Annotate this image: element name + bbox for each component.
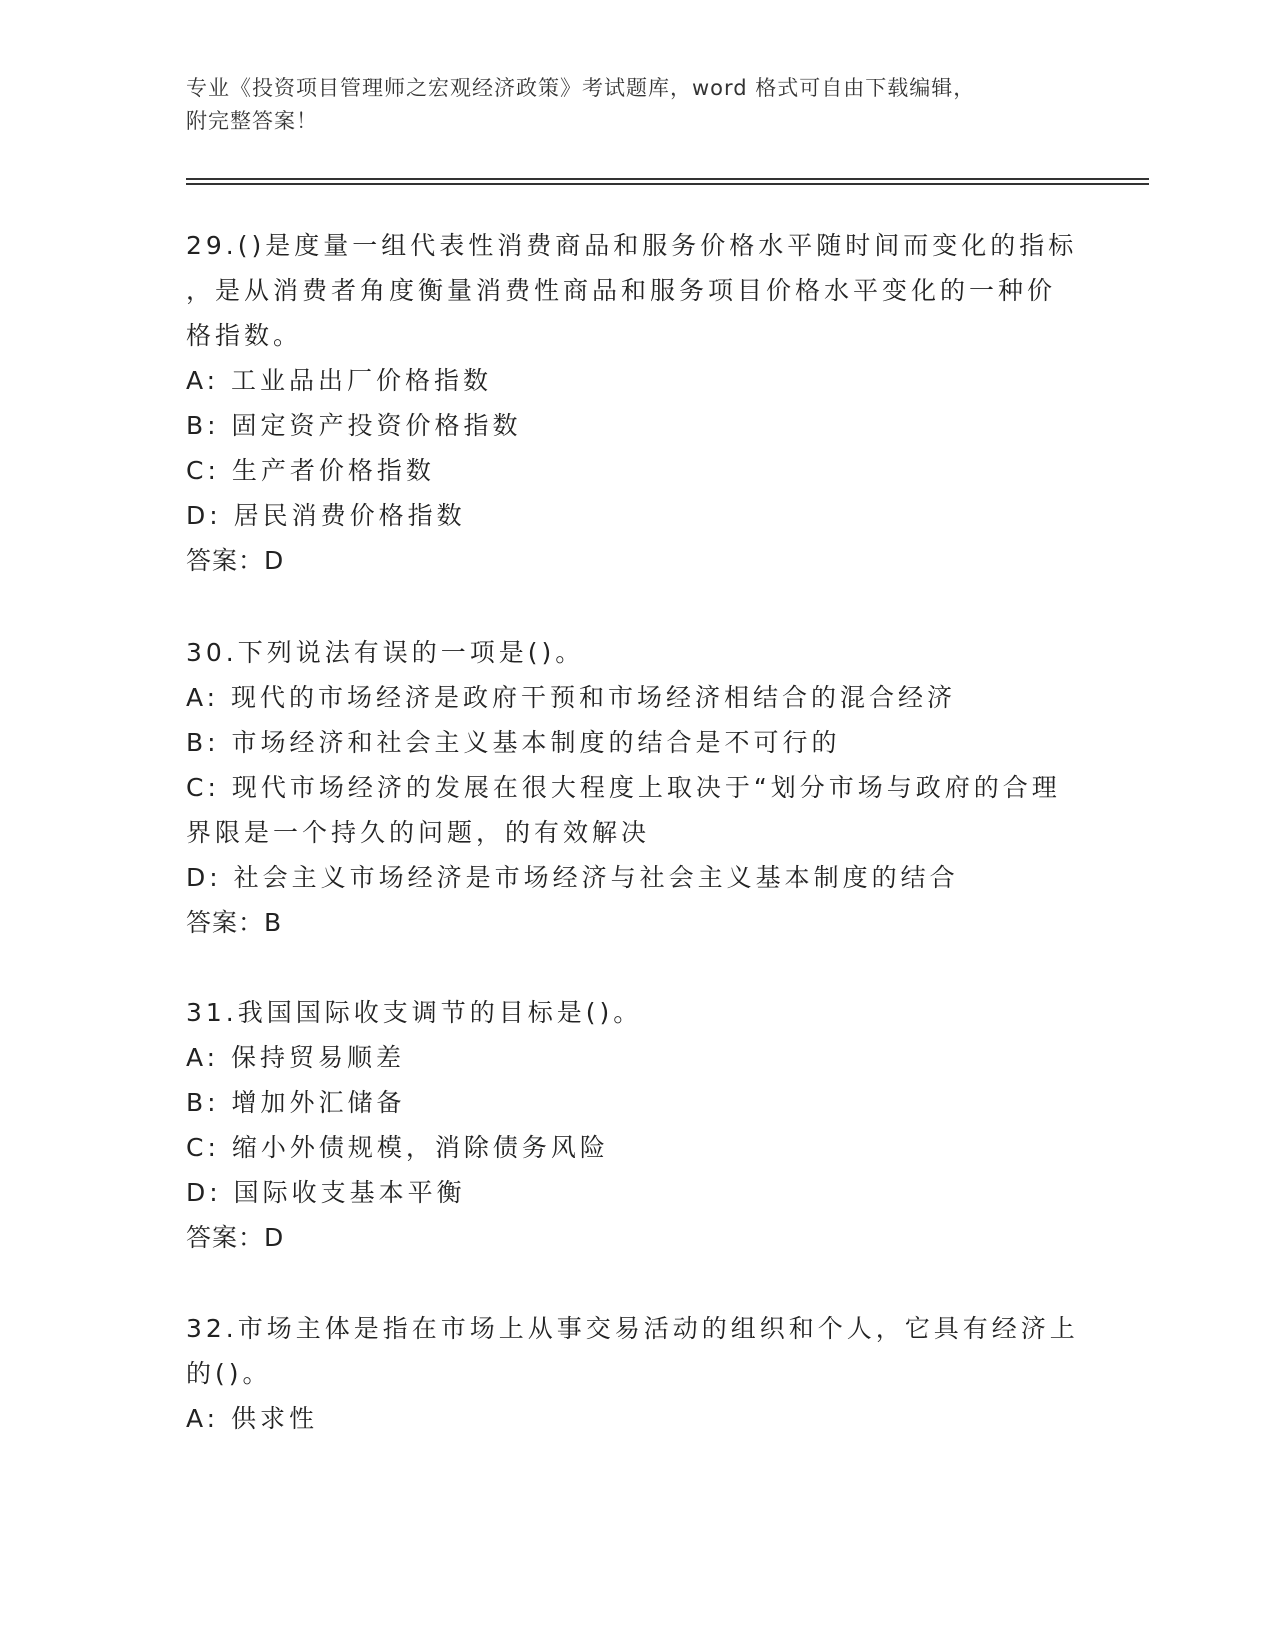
option-d: D: 社会主义市场经济是市场经济与社会主义基本制度的结合 xyxy=(186,863,959,892)
question-stem-line: 29.()是度量一组代表性消费商品和服务价格水平随时间而变化的指标 xyxy=(186,231,1078,260)
answer: 答案：D xyxy=(186,1223,285,1252)
option-c-continued: 界限是一个持久的问题，的有效解决 xyxy=(186,818,651,847)
option-c: C: 生产者价格指数 xyxy=(186,456,435,485)
option-d: D: 居民消费价格指数 xyxy=(186,501,466,530)
option-c: C: 缩小外债规模，消除债务风险 xyxy=(186,1133,609,1162)
document-header xyxy=(186,72,1086,138)
option-b: B: 固定资产投资价格指数 xyxy=(186,411,522,440)
option-a: A: 保持贸易顺差 xyxy=(186,1043,406,1072)
option-d: D: 国际收支基本平衡 xyxy=(186,1178,466,1207)
question-stem-line: ，是从消费者角度衡量消费性商品和服务项目价格水平变化的一种价 xyxy=(186,276,1057,305)
question-29 xyxy=(186,223,1086,583)
option-b: B: 市场经济和社会主义基本制度的结合是不可行的 xyxy=(186,728,841,757)
header-line-2: 附完整答案！ xyxy=(186,109,318,133)
question-stem-line: 30.下列说法有误的一项是()。 xyxy=(186,638,585,667)
option-a: A: 工业品出厂价格指数 xyxy=(186,366,493,395)
question-stem-line: 31.我国国际收支调节的目标是()。 xyxy=(186,998,643,1027)
question-31 xyxy=(186,990,1086,1260)
question-stem-line: 32.市场主体是指在市场上从事交易活动的组织和个人，它具有经济上 xyxy=(186,1314,1079,1343)
header-rule-bottom xyxy=(186,183,1149,185)
option-a: A: 供求性 xyxy=(186,1404,319,1433)
question-30 xyxy=(186,630,1086,945)
answer: 答案：D xyxy=(186,546,285,575)
option-b: B: 增加外汇储备 xyxy=(186,1088,406,1117)
question-32 xyxy=(186,1306,1086,1441)
option-a: A: 现代的市场经济是政府干预和市场经济相结合的混合经济 xyxy=(186,683,957,712)
header-line-1: 专业《投资项目管理师之宏观经济政策》考试题库，word 格式可自由下载编辑， xyxy=(186,76,976,100)
header-rule-top xyxy=(186,178,1149,180)
answer: 答案：B xyxy=(186,908,283,937)
option-c: C: 现代市场经济的发展在很大程度上取决于“划分市场与政府的合理 xyxy=(186,773,1061,802)
question-stem-line: 的()。 xyxy=(186,1359,272,1388)
question-stem-line: 格指数。 xyxy=(186,321,303,350)
